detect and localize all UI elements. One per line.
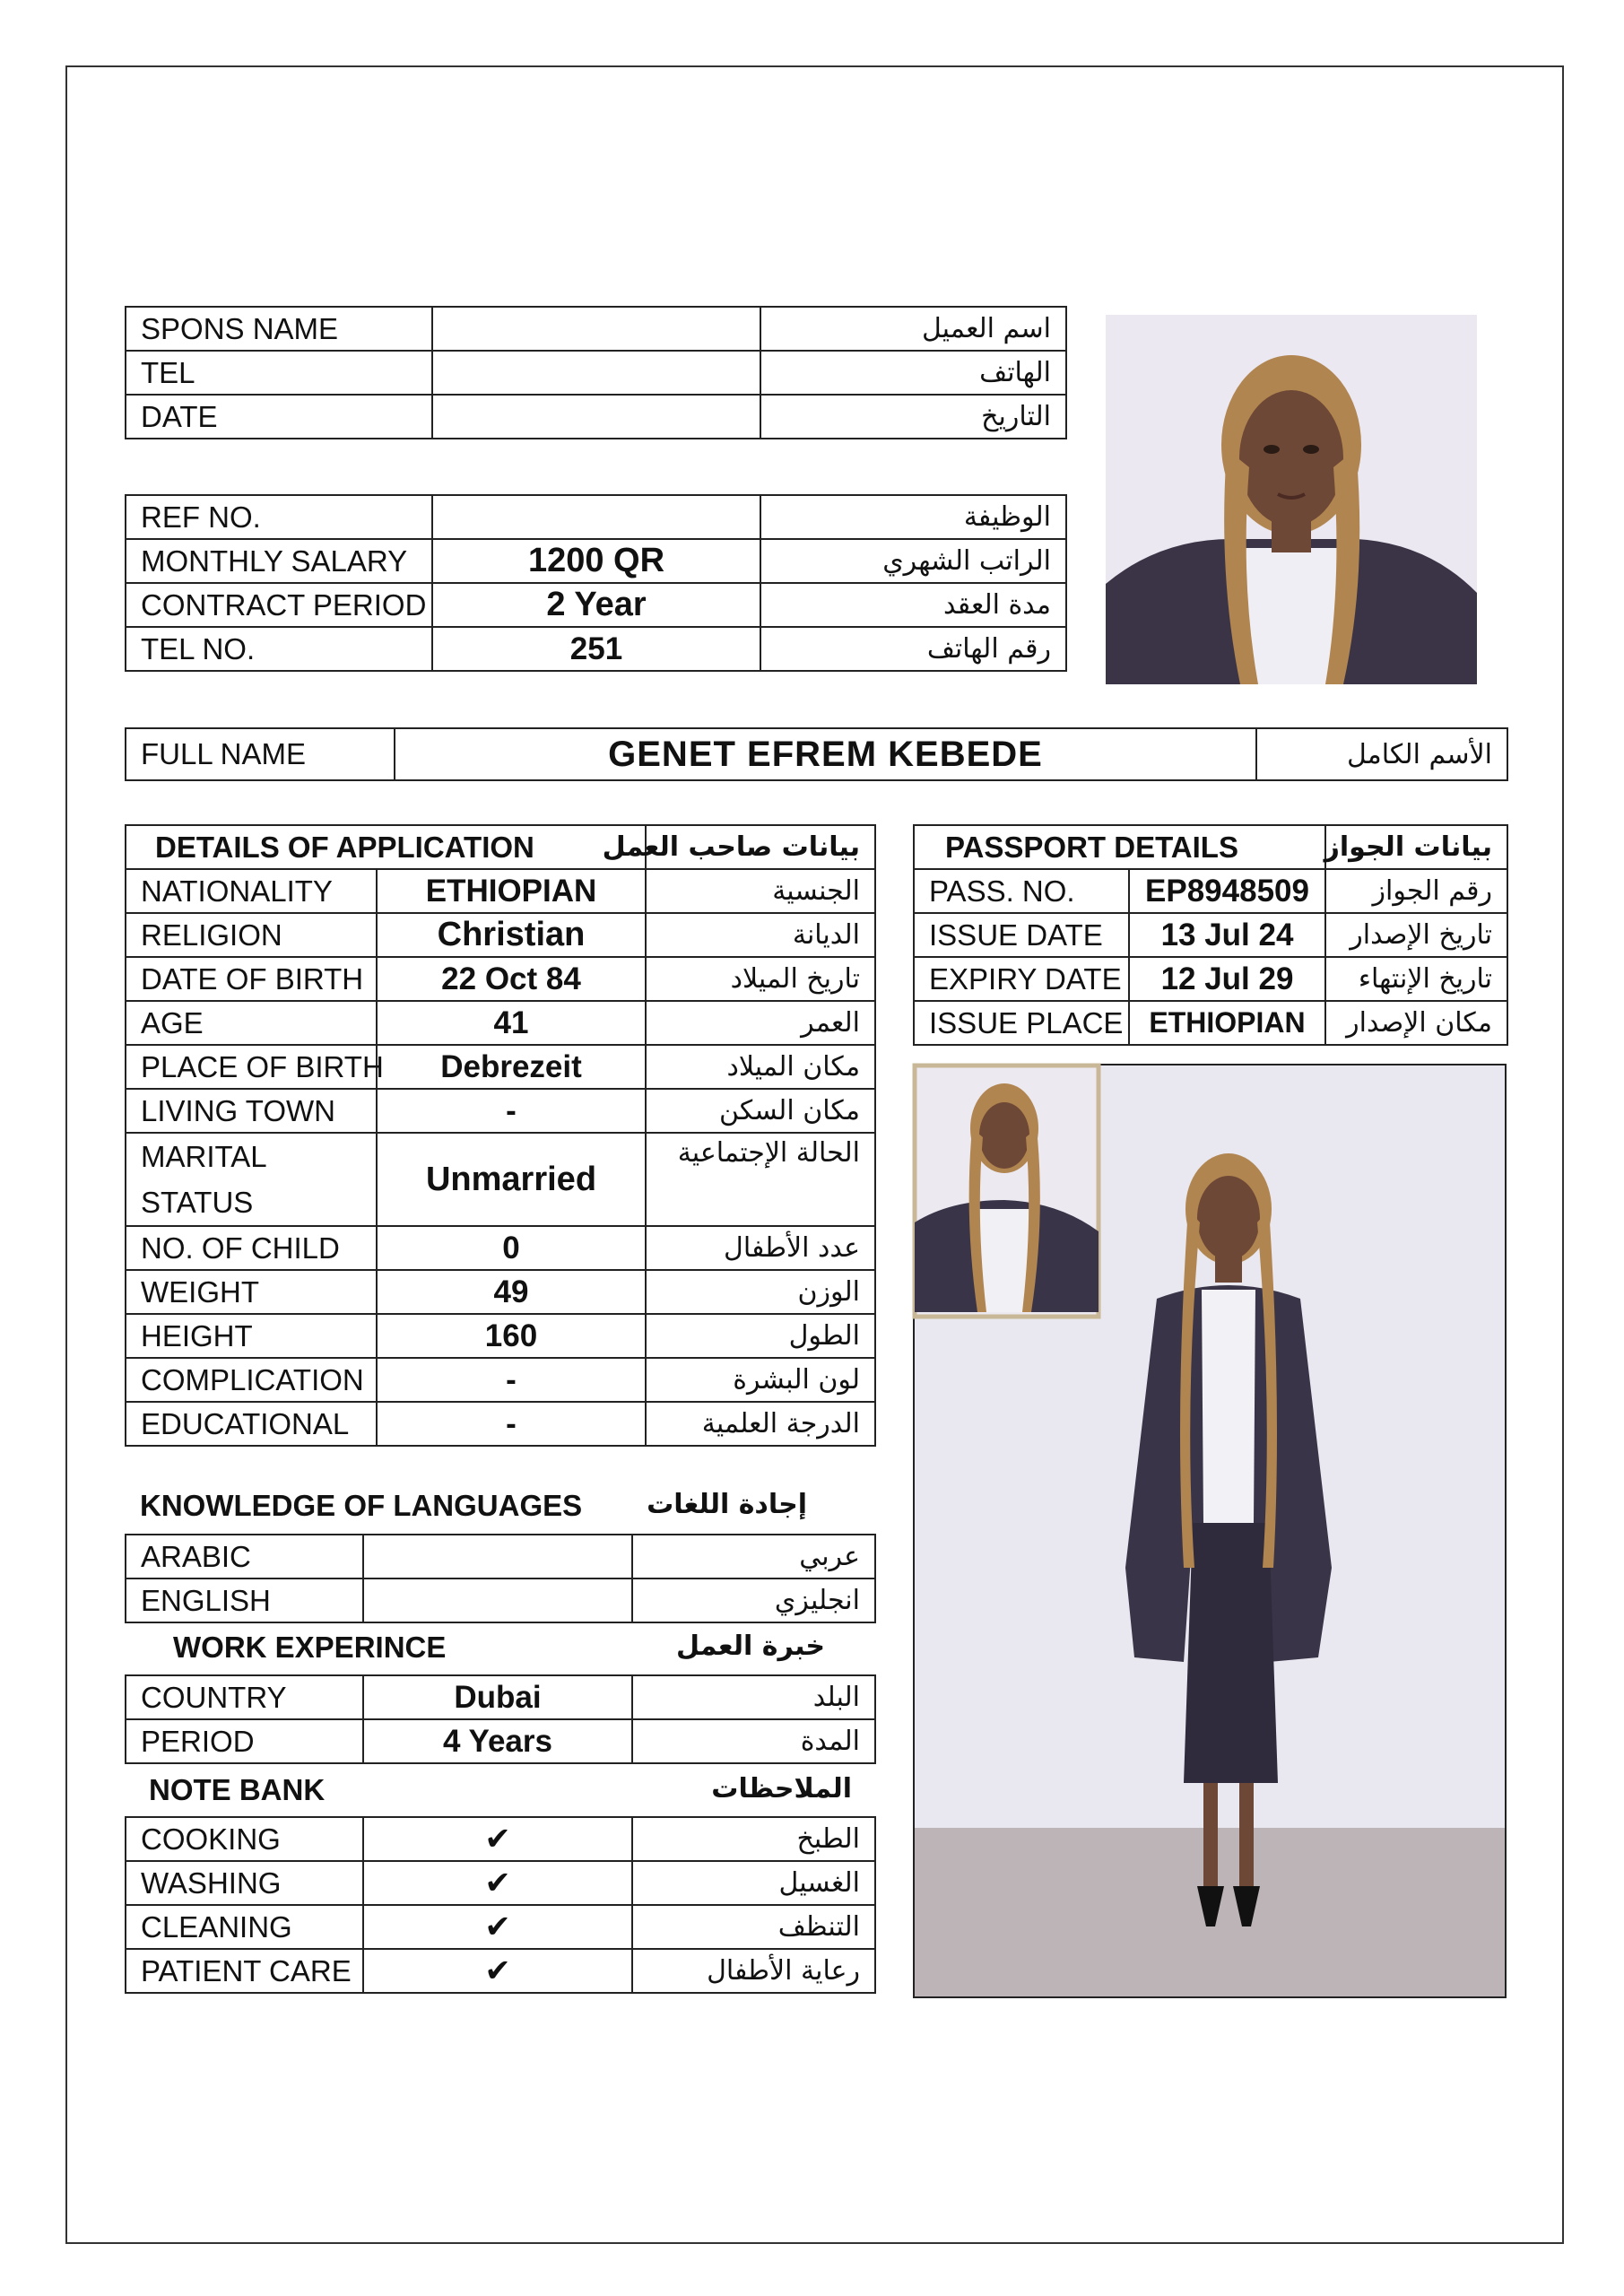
- date-label-ar: التاريخ: [760, 395, 1066, 439]
- table-row: [126, 495, 1066, 539]
- application-title-ar: بيانات صاحب العمل: [646, 825, 875, 869]
- languages-table: [125, 1534, 876, 1623]
- issue-place-value: ETHIOPIAN: [1129, 1001, 1325, 1045]
- issue-date-value: 13 Jul 24: [1129, 913, 1325, 957]
- table-row: [126, 869, 875, 913]
- full-body-photo: [913, 1064, 1507, 1998]
- educational-value: -: [377, 1402, 646, 1446]
- passport-header: [914, 825, 1507, 869]
- patient-care-label: PATIENT CARE: [126, 1949, 363, 1993]
- table-row: [126, 1001, 875, 1045]
- tel-label: TEL: [126, 351, 432, 395]
- table-row: [126, 1314, 875, 1358]
- expiry-date-label-ar: تاريخ الإنتهاء: [1325, 957, 1507, 1001]
- table-row: [126, 1861, 875, 1905]
- date-label: DATE: [126, 395, 432, 439]
- tel-no-label: TEL NO.: [126, 627, 432, 671]
- no-of-child-label-ar: عدد الأطفال: [646, 1226, 875, 1270]
- english-label-ar: انجليزي: [632, 1578, 875, 1622]
- pass-no-label: PASS. NO.: [914, 869, 1129, 913]
- skills-title: NOTE BANK: [149, 1773, 326, 1806]
- table-row: [126, 1045, 875, 1089]
- full-name-label-ar: الأسم الكامل: [1256, 728, 1507, 780]
- passport-title-ar: بيانات الجواز: [1325, 825, 1507, 869]
- cleaning-label-ar: التنظف: [632, 1905, 875, 1949]
- arabic-label: ARABIC: [126, 1535, 363, 1578]
- table-row: [126, 913, 875, 957]
- place-of-birth-value: Debrezeit: [377, 1045, 646, 1089]
- english-label: ENGLISH: [126, 1578, 363, 1622]
- marital-status-label: MARITAL STATUS: [126, 1133, 377, 1226]
- pass-no-value: EP8948509: [1129, 869, 1325, 913]
- table-row: [126, 957, 875, 1001]
- nationality-label-ar: الجنسية: [646, 869, 875, 913]
- full-name-value: GENET EFREM KEBEDE: [395, 728, 1256, 780]
- table-row: [126, 351, 1066, 395]
- no-of-child-value: 0: [377, 1226, 646, 1270]
- application-title: DETAILS OF APPLICATION: [126, 825, 646, 869]
- table-row: [126, 627, 1066, 671]
- age-label: AGE: [126, 1001, 377, 1045]
- monthly-salary-label: MONTHLY SALARY: [126, 539, 432, 583]
- living-town-label: LIVING TOWN: [126, 1089, 377, 1133]
- washing-label: WASHING: [126, 1861, 363, 1905]
- height-value: 160: [377, 1314, 646, 1358]
- full-body-illustration: [915, 1065, 1505, 1996]
- application-header: [126, 825, 875, 869]
- contract-period-label: CONTRACT PERIOD: [126, 583, 432, 627]
- experience-table: [125, 1674, 876, 1764]
- complication-label: COMPLICATION: [126, 1358, 377, 1402]
- tel-no-label-ar: رقم الهاتف: [760, 627, 1066, 671]
- tel-field: [432, 351, 760, 395]
- table-row: [126, 1905, 875, 1949]
- table-row: [126, 307, 1066, 351]
- nationality-label: NATIONALITY: [126, 869, 377, 913]
- job-table: [125, 494, 1067, 672]
- cooking-label: COOKING: [126, 1817, 363, 1861]
- ref-no-label-ar: الوظيفة: [760, 495, 1066, 539]
- age-value: 41: [377, 1001, 646, 1045]
- passport-table: [913, 824, 1508, 1046]
- date-of-birth-value: 22 Oct 84: [377, 957, 646, 1001]
- contract-period-value: 2 Year: [432, 583, 760, 627]
- table-row: [126, 1089, 875, 1133]
- issue-place-label: ISSUE PLACE: [914, 1001, 1129, 1045]
- arabic-value: [363, 1535, 632, 1578]
- nationality-value: ETHIOPIAN: [377, 869, 646, 913]
- date-of-birth-label: DATE OF BIRTH: [126, 957, 377, 1001]
- full-name-label: FULL NAME: [126, 728, 395, 780]
- issue-date-label-ar: تاريخ الإصدار: [1325, 913, 1507, 957]
- period-label: PERIOD: [126, 1719, 363, 1763]
- spons-name-label-ar: اسم العميل: [760, 307, 1066, 351]
- table-row: [126, 1535, 875, 1578]
- educational-label: EDUCATIONAL: [126, 1402, 377, 1446]
- weight-label: WEIGHT: [126, 1270, 377, 1314]
- weight-label-ar: الوزن: [646, 1270, 875, 1314]
- portrait-photo: [1106, 315, 1477, 684]
- religion-label-ar: الديانة: [646, 913, 875, 957]
- no-of-child-label: NO. OF CHILD: [126, 1226, 377, 1270]
- weight-value: 49: [377, 1270, 646, 1314]
- passport-title: PASSPORT DETAILS: [914, 825, 1325, 869]
- complication-value: -: [377, 1358, 646, 1402]
- skills-table: [125, 1816, 876, 1994]
- table-row: [126, 1226, 875, 1270]
- pass-no-label-ar: رقم الجواز: [1325, 869, 1507, 913]
- living-town-value: -: [377, 1089, 646, 1133]
- cleaning-check-icon: ✔: [363, 1905, 632, 1949]
- table-row: [126, 1578, 875, 1622]
- marital-status-label-ar: الحالة الإجتماعية: [646, 1133, 875, 1226]
- marital-status-value: Unmarried: [377, 1133, 646, 1226]
- issue-date-label: ISSUE DATE: [914, 913, 1129, 957]
- cooking-check-icon: ✔: [363, 1817, 632, 1861]
- languages-title-ar: إجادة اللغات: [647, 1489, 807, 1520]
- patient-care-check-icon: ✔: [363, 1949, 632, 1993]
- age-label-ar: العمر: [646, 1001, 875, 1045]
- table-row: [914, 913, 1507, 957]
- arabic-label-ar: عربي: [632, 1535, 875, 1578]
- ref-no-label: REF NO.: [126, 495, 432, 539]
- expiry-date-value: 12 Jul 29: [1129, 957, 1325, 1001]
- table-row: [126, 1675, 875, 1719]
- application-table: [125, 824, 876, 1447]
- educational-label-ar: الدرجة العلمية: [646, 1402, 875, 1446]
- complication-label-ar: لون البشرة: [646, 1358, 875, 1402]
- washing-label-ar: الغسيل: [632, 1861, 875, 1905]
- monthly-salary-label-ar: الراتب الشهري: [760, 539, 1066, 583]
- spons-name-field: [432, 307, 760, 351]
- date-field: [432, 395, 760, 439]
- place-of-birth-label-ar: مكان الميلاد: [646, 1045, 875, 1089]
- languages-title: KNOWLEDGE OF LANGUAGES: [140, 1489, 583, 1522]
- table-row: [126, 539, 1066, 583]
- spons-name-label: SPONS NAME: [126, 307, 432, 351]
- country-value: Dubai: [363, 1675, 632, 1719]
- date-of-birth-label-ar: تاريخ الميلاد: [646, 957, 875, 1001]
- table-row: [126, 1133, 875, 1226]
- table-row: [126, 1817, 875, 1861]
- experience-title: WORK EXPERINCE: [173, 1631, 447, 1664]
- cooking-label-ar: الطبخ: [632, 1817, 875, 1861]
- religion-value: Christian: [377, 913, 646, 957]
- table-row: [126, 1270, 875, 1314]
- portrait-illustration: [1106, 315, 1477, 684]
- table-row: [126, 583, 1066, 627]
- country-label: COUNTRY: [126, 1675, 363, 1719]
- religion-label: RELIGION: [126, 913, 377, 957]
- tel-no-value: 251: [432, 627, 760, 671]
- country-label-ar: البلد: [632, 1675, 875, 1719]
- monthly-salary-value: 1200 QR: [432, 539, 760, 583]
- experience-title-ar: خبرة العمل: [675, 1631, 825, 1662]
- ref-no-value: [432, 495, 760, 539]
- sponsor-table: [125, 306, 1067, 439]
- table-row: [126, 1358, 875, 1402]
- living-town-label-ar: مكان السكن: [646, 1089, 875, 1133]
- table-row: [126, 395, 1066, 439]
- table-row: [914, 1001, 1507, 1045]
- period-label-ar: المدة: [632, 1719, 875, 1763]
- issue-place-label-ar: مكان الإصدار: [1325, 1001, 1507, 1045]
- expiry-date-label: EXPIRY DATE: [914, 957, 1129, 1001]
- table-row: [126, 728, 1507, 780]
- table-row: [914, 869, 1507, 913]
- english-value: [363, 1578, 632, 1622]
- table-row: [126, 1402, 875, 1446]
- table-row: [914, 957, 1507, 1001]
- washing-check-icon: ✔: [363, 1861, 632, 1905]
- height-label: HEIGHT: [126, 1314, 377, 1358]
- tel-label-ar: الهاتف: [760, 351, 1066, 395]
- table-row: [126, 1719, 875, 1763]
- height-label-ar: الطول: [646, 1314, 875, 1358]
- place-of-birth-label: PLACE OF BIRTH: [126, 1045, 377, 1089]
- patient-care-label-ar: رعاية الأطفال: [632, 1949, 875, 1993]
- period-value: 4 Years: [363, 1719, 632, 1763]
- skills-title-ar: الملاحظات: [711, 1773, 852, 1805]
- cleaning-label: CLEANING: [126, 1905, 363, 1949]
- contract-period-label-ar: مدة العقد: [760, 583, 1066, 627]
- table-row: [126, 1949, 875, 1993]
- full-name-table: [125, 727, 1508, 781]
